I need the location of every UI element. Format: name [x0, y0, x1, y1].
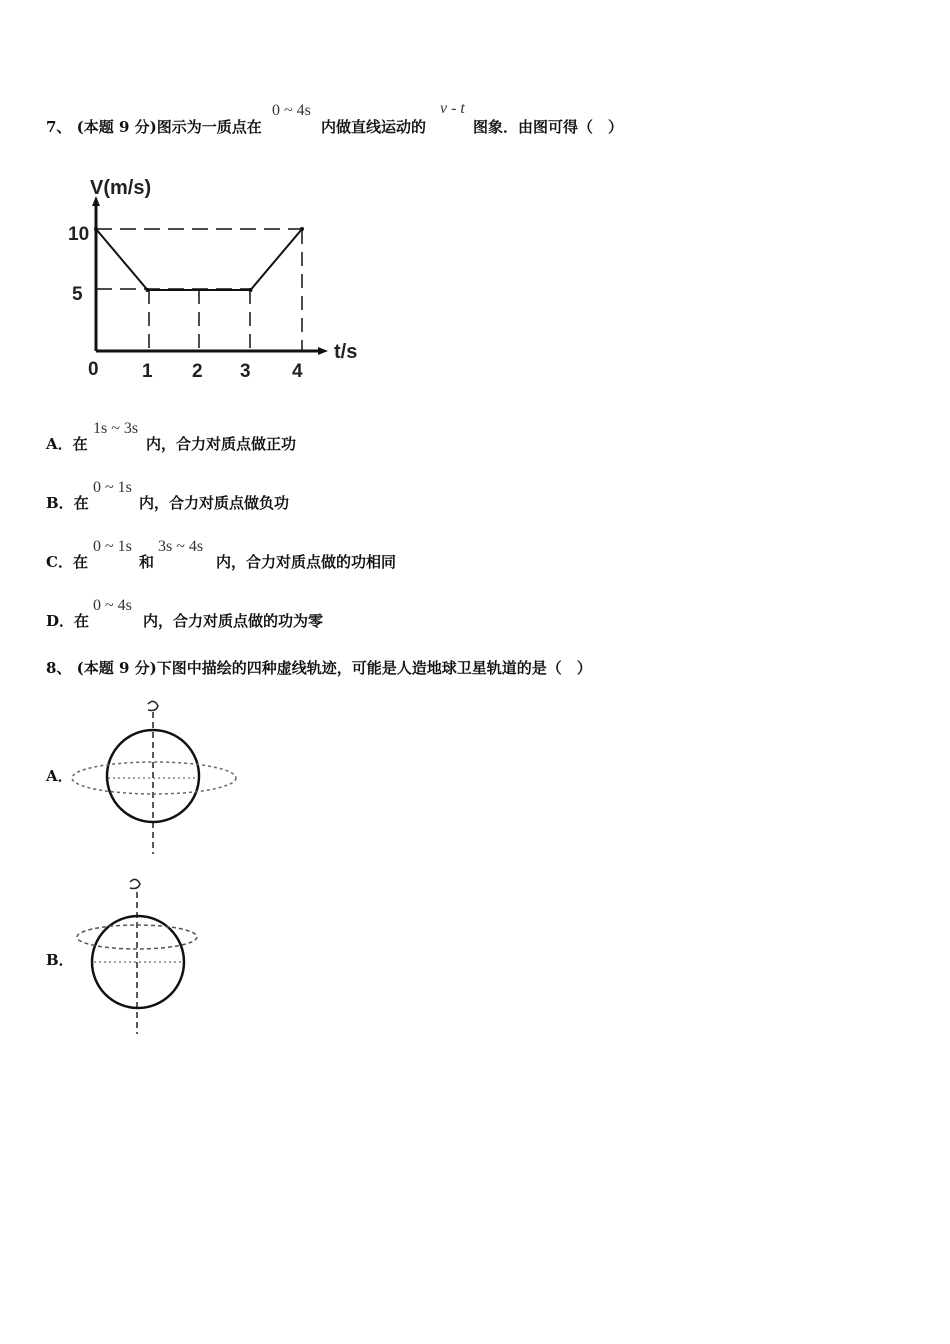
- option-math: 1s ~ 3s: [93, 420, 139, 437]
- q7-stem: [46, 116, 262, 137]
- rotation-arrow-icon: [148, 701, 158, 710]
- option-math: 0 ~ 1s: [93, 479, 132, 496]
- x-tick-2: 2: [192, 361, 203, 382]
- option-mid: 和: [139, 553, 155, 571]
- x-axis-arrow: [318, 347, 328, 355]
- x-tick-1: 1: [142, 361, 153, 382]
- option-text: 内，合力对质点做的功相同: [216, 553, 397, 571]
- q8-stem: 8、 (本题 9 分)下图中描绘的四种虚线轨迹，可能是人造地球卫星轨道的是（ ）: [46, 659, 592, 677]
- option-text: 内，合力对质点做负功: [139, 494, 290, 512]
- y-tick-5: 5: [72, 284, 83, 305]
- data-point: [146, 288, 150, 292]
- orbit-figure-b: [74, 876, 224, 1036]
- orbit-figure-a: [70, 698, 250, 858]
- q7-suffix: 图象．由图可得（ ）: [473, 118, 624, 136]
- option-text: 内，合力对质点做的功为零: [143, 612, 324, 630]
- option-letter: D．在: [46, 612, 90, 630]
- rotation-arrow-icon: [130, 879, 140, 888]
- q8-option-b-label[interactable]: B．: [46, 951, 74, 969]
- q7-math-vt: v - t: [440, 100, 465, 117]
- data-point: [249, 288, 253, 292]
- option-letter: C．在: [46, 553, 88, 571]
- origin-label: 0: [88, 359, 99, 380]
- option-math: 0 ~ 4s: [93, 597, 132, 614]
- y-tick-10: 10: [68, 224, 90, 245]
- q7-math-interval: 0 ~ 4s: [272, 102, 311, 119]
- option-letter: A．在: [46, 435, 88, 453]
- x-axis-label: t/s: [334, 341, 358, 363]
- vt-graph: [60, 170, 390, 390]
- x-tick-3: 3: [240, 361, 251, 382]
- option-math-2: 3s ~ 4s: [158, 538, 204, 555]
- option-letter: B．在: [46, 494, 89, 512]
- y-axis-label: V(m/s): [90, 177, 152, 199]
- vt-series-line: [96, 229, 302, 290]
- x-tick-4: 4: [292, 361, 303, 382]
- data-point: [94, 227, 98, 231]
- q8-option-a-label[interactable]: A．: [46, 767, 73, 785]
- option-text: 内，合力对质点做正功: [146, 435, 297, 453]
- data-point: [300, 227, 304, 231]
- q7-mid: 内做直线运动的: [321, 118, 427, 136]
- q7-prefix: 7、 (本题 9 分)图示为一质点在: [46, 118, 262, 136]
- option-math: 0 ~ 1s: [93, 538, 132, 555]
